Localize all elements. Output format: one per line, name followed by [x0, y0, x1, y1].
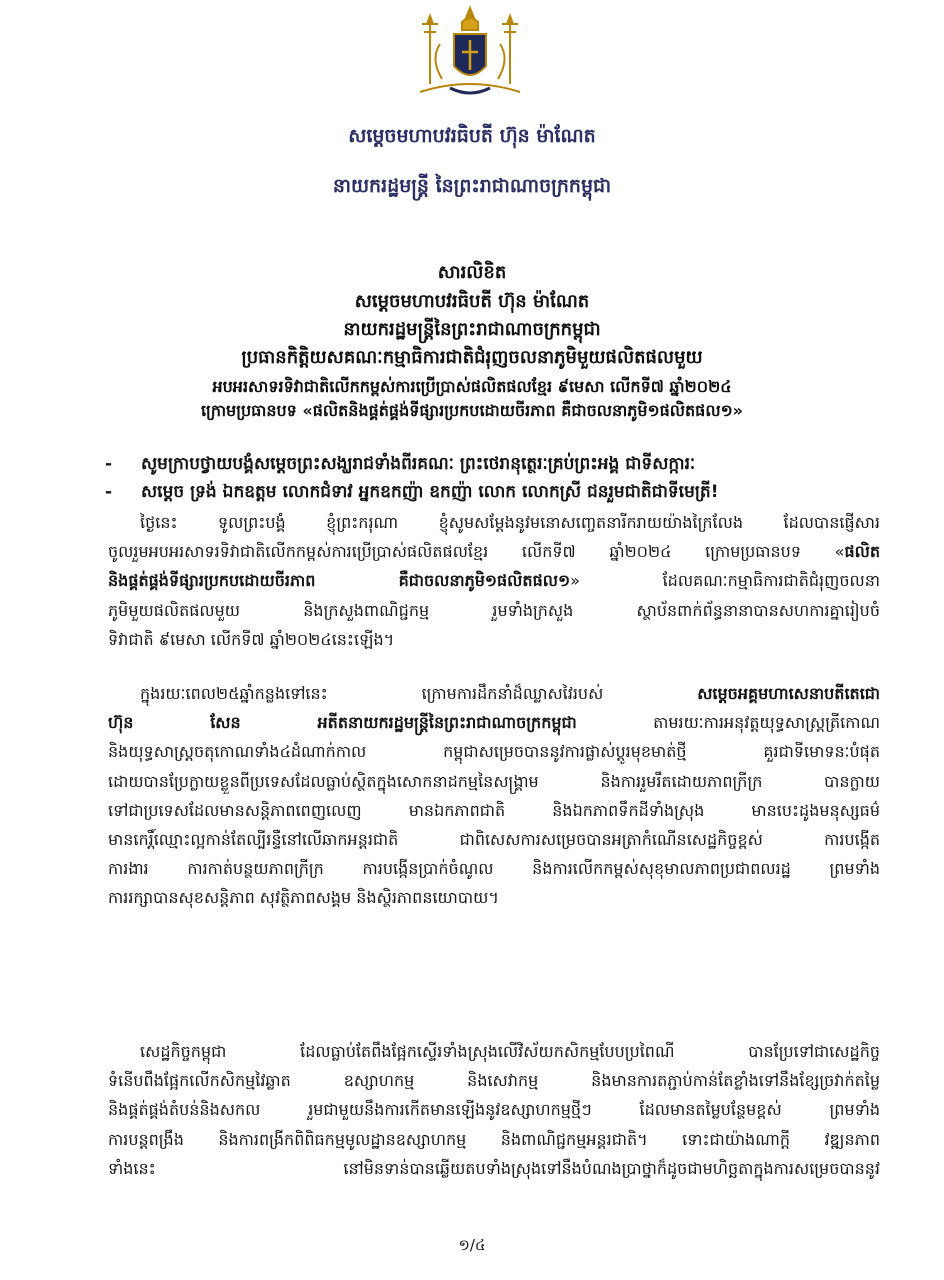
- text-segment: ដោយបានប្រែក្លាយខ្លួនពីប្រទេសដែលធ្លាប់ស្ថិតក្នុងសោកនាដកម្មនៃសង្គ្រាម និងការរួមរឹតដោយភាពក្រីក្រ បានក្លាយ: [108, 771, 880, 791]
- document-type-title: សារលិខិត: [437, 262, 507, 283]
- salutation-item: [105, 453, 885, 478]
- bold-text: ផលិត: [844, 542, 880, 562]
- paragraph-line: [108, 798, 880, 824]
- paragraph-line: [108, 1097, 880, 1123]
- bullet-dash: -: [105, 454, 113, 474]
- salutation-item: [105, 481, 885, 506]
- text-segment: ទិវាជាតិ ៩មេសា លើកទី៧ ឆ្នាំ២០២៤នេះឡើង។: [108, 629, 395, 649]
- paragraph-line: [108, 1068, 880, 1094]
- text-segment: ការងារ ការកាត់បន្ថយភាពក្រីក្រ ការបង្កើនប្រាក់ចំណូល និងការលើកកម្ពស់សុខុមាលភាពប្រជាពលរដ្ឋ ព្រមទាំង: [108, 859, 880, 879]
- text-segment: ទាំងនេះ នៅមិនទាន់បានឆ្លើយតបទាំងស្រុងទៅនឹងបំណងប្រាថ្នាក៏ដូចជាមហិច្ឆតាក្នុងការសម្រេចបាននូវ: [108, 1158, 880, 1178]
- paragraph-line: [108, 1156, 880, 1182]
- text-segment: និងផ្គត់ផ្គង់តំបន់និងសកល រួមជាមួយនឹងការកើតមានឡើងនូវឧស្សាហកម្មថ្មីៗ ដែលមានតម្លៃបន្ថែមខ្ពស់ ព្រមទាំង: [108, 1100, 880, 1120]
- text-segment: ថ្ងៃនេះ ទូលព្រះបង្គំ ខ្ញុំព្រះករុណា ខ្ញុំសូមសម្ដែងនូវមនោសញ្ចេតនារីករាយយ៉ាងក្រៃលែង ដែលបានផ្ញើសារ: [140, 513, 880, 532]
- paragraph-line: [108, 769, 880, 795]
- paragraph-line: [108, 856, 880, 882]
- paragraph-line: [108, 568, 880, 594]
- bold-text: និងផ្គត់ផ្គង់ទីផ្សារប្រកបដោយចីរភាព គឺជាចលនាភូមិ១ផលិតផល១: [108, 571, 571, 591]
- paragraph-line: [108, 1127, 880, 1153]
- bold-text: ហ៊ុន សែន អតីតនាយករដ្ឋមន្ត្រីនៃព្រះរាជាណាចក្រកម្ពុជា: [108, 713, 577, 733]
- paragraph-line: [108, 539, 880, 565]
- paragraph-line: [108, 827, 880, 853]
- paragraph-line: [140, 1039, 880, 1065]
- salutation-text: សូមក្រាបថ្វាយបង្គំសម្ដេចព្រះសង្ឃរាជទាំងពីរគណៈ ព្រះថេរានុត្ថេរៈគ្រប់ព្រះអង្គ ជាទីសក្ការៈ: [141, 454, 696, 474]
- bold-text: សម្ដេចអគ្គមហាសេនាបតីតេជោ: [697, 684, 880, 703]
- paragraph-line: [108, 710, 880, 736]
- page-number: ១/៤: [458, 1236, 486, 1254]
- text-segment: ទៅជាប្រទេសដែលមានសន្តិភាពពេញលេញ មានឯកភាពជាតិ និងឯកភាពទឹកដីទាំងស្រុង មានបេះដូងមនុស្សធម៌: [108, 800, 880, 820]
- text-segment: ការបន្តពង្រឹង និងការពង្រីកពិពិធកម្មមូលដ្ឋានឧស្សាហកម្ម និងពាណិជ្ជកម្មអន្តរជាតិ។ ទោះជាយ៉ាងណាក្ដី វឌ្ឍនភាព: [108, 1129, 880, 1149]
- bullet-dash: -: [105, 482, 113, 502]
- text-segment: តាមរយៈការអនុវត្តយុទ្ធសាស្ត្រត្រីកោណ: [576, 713, 880, 733]
- paragraph-line: [108, 627, 880, 653]
- paragraph-line: [140, 510, 880, 536]
- text-segment: សេដ្ឋកិច្ចកម្ពុជា ដែលធ្លាប់តែពឹងផ្អែកស្ទើរទាំងស្រុងលើវិស័យកសិកម្មបែបប្រពៃណី បានប្រែទៅជាសេដ្ឋកិច្ច: [140, 1042, 880, 1061]
- coat-of-arms-emblem: [400, 4, 540, 104]
- text-segment: មានកេរ្តិ៍ឈ្មោះល្អកាន់តែល្បីរន្ទឺនៅលើឆាកអន្តរជាតិ ជាពិសេសការសម្រេចបានអត្រាកំណើនសេដ្ឋកិច្ចខ្ពស់ ការបង្កើត: [108, 830, 880, 849]
- title-name: សម្ដេចមហាបវរធិបតី ហ៊ុន ម៉ាណែត: [354, 291, 590, 312]
- paragraph-line: [108, 598, 880, 624]
- title-position: នាយករដ្ឋមន្ត្រីនៃព្រះរាជាណាចក្រកម្ពុជា: [343, 319, 601, 340]
- title-theme: ក្រោមប្រធានបទ «ផលិតនិងផ្គត់ផ្គង់ទីផ្សារប្រកបដោយចីរភាព គឺជាចលនាភូមិ១ផលិតផល១»: [200, 401, 744, 420]
- paragraph-line: [108, 739, 880, 765]
- header-name: សម្ដេចមហាបវរធិបតី ហ៊ុន ម៉ាណែត: [348, 125, 596, 147]
- title-role: ប្រធានកិត្តិយសគណៈកម្មាធិការជាតិជំរុញចលនាភូមិមួយផលិតផលមួយ: [241, 347, 703, 368]
- text-segment: ការរក្សាបានសុខសន្តិភាព សុវត្ថិភាពសង្គម និងស្ថិរភាពនយោបាយ។: [108, 888, 499, 908]
- text-segment: ទំនើបពឹងផ្អែកលើកសិកម្មវៃឆ្លាត ឧស្សាហកម្ម និងសេវាកម្ម និងមានការតភ្ជាប់កាន់តែខ្លាំងទៅនឹងខ្សែច្រវាក់តម្លៃ: [108, 1071, 880, 1091]
- paragraph-line: [140, 681, 880, 707]
- text-segment: » ដែលគណៈកម្មាធិការជាតិជំរុញចលនា: [570, 571, 880, 591]
- salutation-text: សម្ដេច ទ្រង់ ឯកឧត្តម លោកជំទាវ អ្នកឧកញ៉ា ឧកញ៉ា លោក លោកស្រី ជនរួមជាតិជាទីមេត្រី!: [141, 482, 719, 502]
- text-segment: ក្នុងរយៈពេល២៥ឆ្នាំកន្លងទៅនេះ ក្រោមការដឹកនាំដ៏ឈ្លាសវៃរបស់: [140, 684, 698, 703]
- text-segment: ភូមិមួយផលិតផលមួយ និងក្រសួងពាណិជ្ជកម្ម រួមទាំងក្រសួង ស្ថាប័នពាក់ព័ន្ធនានាបានសហការគ្នារៀបចំ: [108, 600, 880, 620]
- text-segment: និងយុទ្ធសាស្ត្រចតុកោណទាំង៤ដំណាក់កាល កម្ពុជាសម្រេចបាននូវការផ្លាស់ប្ដូរមុខមាត់ថ្មី គួរជាទីមោទនៈបំផុត: [108, 742, 880, 762]
- paragraph-line: [108, 885, 880, 911]
- header-position: នាយករដ្ឋមន្ត្រី នៃព្រះរាជាណាចក្រកម្ពុជា: [332, 175, 612, 197]
- title-occasion: អបអរសាទរទិវាជាតិលើកកម្ពស់ការប្រើប្រាស់ផលិតផលខ្មែរ ៩មេសា លើកទី៧ ឆ្នាំ២០២៤: [212, 377, 732, 396]
- text-segment: ចូលរួមអបអរសាទរទិវាជាតិលើកកម្ពស់ការប្រើប្រាស់ផលិតផលខ្មែរ លើកទី៧ ឆ្នាំ២០២៤ ក្រោមប្រធានបទ «: [108, 542, 845, 562]
